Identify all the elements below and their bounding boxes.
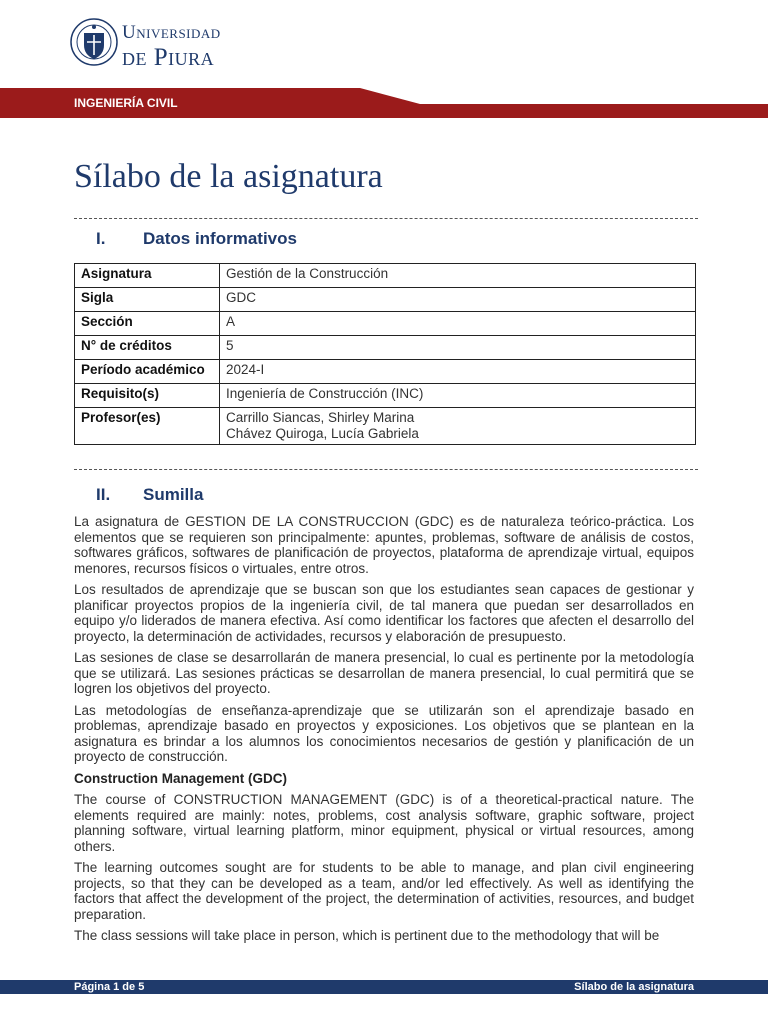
university-seal-icon	[70, 15, 118, 73]
paragraph: The learning outcomes sought are for students to be able to manage, and plan civil engineering projects, so that they can be developed as a team, and/or led effectively. As well as identifying the factors that affect the development of the project, the determination of activities, resources, and budget preparation.	[74, 860, 694, 922]
logo-line-piura: de Piura	[122, 44, 215, 71]
logo-line-university: Universidad	[122, 22, 221, 43]
row-value: Ingeniería de Construcción (INC)	[220, 384, 696, 408]
table-row	[75, 288, 696, 312]
page-title: Sílabo de la asignatura	[74, 158, 383, 195]
paragraph: Las metodologías de enseñanza-aprendizaje que se utilizarán son el aprendizaje basado en problemas, aprendizaje basado en proyectos y exposiciones. Los objetivos que se plantean en la asignatura es brindar a los alumnos los conocimientos necesarios de gestión y planificación de un proyecto de construcción.	[74, 702, 694, 764]
english-subheading: Construction Management (GDC)	[74, 770, 288, 786]
row-value	[220, 408, 696, 445]
table-row	[75, 312, 696, 336]
row-key: Sigla	[75, 288, 220, 312]
paragraph: The class sessions will take place in person, which is pertinent due to the methodology that will be	[74, 928, 660, 943]
row-value: 5	[220, 336, 696, 360]
section-heading-datos	[96, 229, 297, 249]
row-key: Período académico	[75, 360, 220, 384]
section-number: I.	[96, 229, 106, 248]
table-row	[75, 408, 696, 445]
row-value: 2024-I	[220, 360, 696, 384]
row-key: Sección	[75, 312, 220, 336]
table-row	[75, 336, 696, 360]
paragraph: The course of CONSTRUCTION MANAGEMENT (GDC) is of a theoretical-practical nature. The elements required are mainly: notes, problems, cost analysis software, graphic software, project planning software, virtual learning platform, minor equipment, physical or virtual resources, among others.	[74, 792, 694, 854]
row-key: Asignatura	[75, 264, 220, 288]
professor-name: Chávez Quiroga, Lucía Gabriela	[226, 426, 419, 441]
faculty-label: INGENIERÍA CIVIL	[74, 96, 178, 110]
section-title: Sumilla	[143, 485, 204, 504]
section-title: Datos informativos	[143, 229, 297, 248]
table-divider	[74, 469, 698, 470]
section-heading-sumilla	[96, 485, 203, 505]
footer-doc-name: Sílabo de la asignatura	[574, 981, 694, 993]
page-footer	[0, 980, 768, 994]
page-number: Página 1 de 5	[74, 981, 145, 993]
row-value: A	[220, 312, 696, 336]
row-value: Gestión de la Construcción	[220, 264, 696, 288]
professor-name: Carrillo Siancas, Shirley Marina	[226, 410, 415, 425]
row-key: Requisito(s)	[75, 384, 220, 408]
row-key: N° de créditos	[75, 336, 220, 360]
table-row	[75, 384, 696, 408]
sumilla-body	[74, 514, 694, 950]
row-key: Profesor(es)	[75, 408, 220, 445]
university-logo	[70, 15, 240, 77]
info-table	[74, 263, 696, 445]
paragraph: La asignatura de GESTION DE LA CONSTRUCCION (GDC) es de naturaleza teórico-práctica. Los elementos que se requieren son principalmente: apuntes, problemas, software de análisis de costos, softwares gráficos, softwares de planificación de proyectos, plataforma de aprendizaje virtual, equipos menores, recursos físicos o virtuales, entre otros.	[74, 514, 694, 576]
table-row	[75, 264, 696, 288]
section-number: II.	[96, 485, 111, 504]
title-divider	[74, 218, 698, 219]
paragraph: Las sesiones de clase se desarrollarán de manera presencial, lo cual es pertinente por la metodología que se utilizará. Las sesiones prácticas se desarrollan de manera presencial, lo cual permitirá que se logren los objetivos del proyecto.	[74, 650, 694, 696]
row-value: GDC	[220, 288, 696, 312]
table-row	[75, 360, 696, 384]
paragraph: Los resultados de aprendizaje que se buscan son que los estudiantes sean capaces de gestionar y planificar proyectos propios de la ingeniería civil, de tal manera que puedan ser desarrollados en equipo y/o liderados de manera efectiva. Así como identificar los factores que afecten el desarrollo del proyecto, la determinación de actividades, recursos y elaboración de presupuesto.	[74, 582, 694, 644]
